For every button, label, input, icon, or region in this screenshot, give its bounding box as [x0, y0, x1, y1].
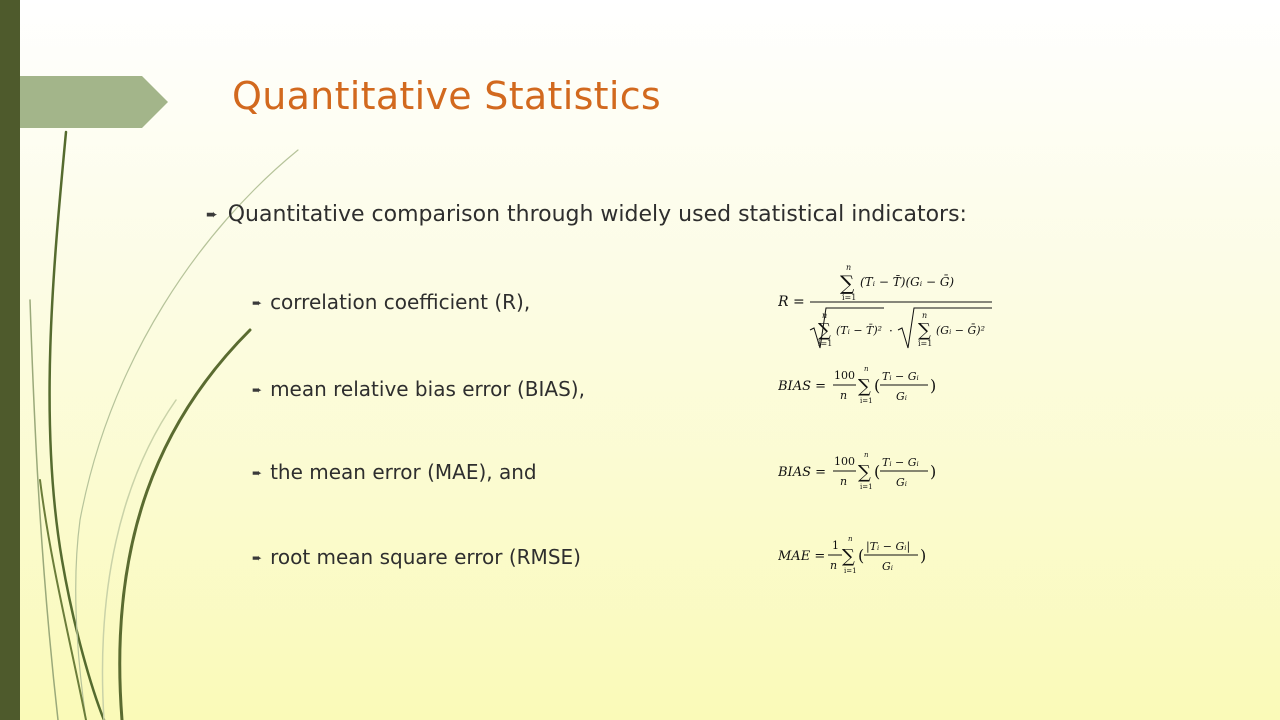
close-paren: ): [930, 462, 937, 481]
coef-denominator: n: [840, 389, 848, 402]
coef-numerator: 100: [834, 455, 855, 468]
formula-bias: [778, 362, 948, 410]
formula-r: [778, 258, 998, 354]
main-bullet-text: Quantitative comparison through widely used statistical indicators:: [227, 202, 967, 227]
sum-upper-limit: n: [864, 451, 869, 459]
left-bar: [0, 0, 20, 720]
sum-lower-limit: i=1: [860, 483, 873, 491]
fraction-numerator: Tᵢ − Gᵢ: [882, 456, 919, 469]
formula-r-numerator: (Tᵢ − T̄)(Gᵢ − Ḡ): [860, 275, 955, 289]
sigma-symbol: ∑: [842, 546, 855, 567]
open-paren: (: [858, 546, 865, 565]
sub-bullet-rmse: [252, 545, 581, 569]
sum-lower-limit: i=1: [918, 339, 933, 348]
bullet-arrow-icon: ➨: [252, 383, 263, 397]
coef-numerator: 100: [834, 369, 855, 382]
close-paren: ): [920, 546, 927, 565]
sum-lower-limit: i=1: [842, 293, 857, 302]
sub-bullet-text: the mean error (MAE), and: [270, 460, 537, 484]
sub-bullet-text: mean relative bias error (BIAS),: [270, 377, 585, 401]
sum-lower-limit: i=1: [844, 567, 857, 575]
fraction-numerator: Tᵢ − Gᵢ: [882, 370, 919, 383]
sigma-symbol: ∑: [840, 271, 855, 295]
formula-bias-repeat: [778, 448, 948, 496]
formula-mae-lhs: MAE =: [778, 549, 826, 564]
sum-upper-limit: n: [846, 263, 852, 272]
fraction-denominator: Gᵢ: [896, 476, 907, 489]
dot-operator: ·: [889, 324, 893, 338]
fraction-denominator: Gᵢ: [896, 390, 907, 403]
formula-mae: [778, 532, 948, 582]
bullet-arrow-icon: ➨: [252, 551, 263, 565]
sigma-symbol: ∑: [858, 462, 871, 483]
bullet-arrow-icon: ➨: [252, 296, 263, 310]
sigma-symbol: ∑: [818, 320, 831, 341]
coef-denominator: n: [830, 559, 838, 572]
coef-denominator: n: [840, 475, 848, 488]
fraction-numerator: |Tᵢ − Gᵢ|: [866, 540, 911, 553]
sub-bullet-mae: [252, 460, 537, 484]
close-paren: ): [930, 376, 937, 395]
sum-upper-limit: n: [822, 311, 828, 320]
sum-upper-limit: n: [864, 365, 869, 373]
bullet-arrow-icon: ➨: [206, 207, 218, 223]
sigma-symbol: ∑: [858, 376, 871, 397]
sum-lower-limit: i=1: [818, 339, 833, 348]
formula-bias-lhs: BIAS =: [778, 379, 827, 394]
bullet-arrow-icon: ➨: [252, 466, 263, 480]
formula-r-den-left: (Tᵢ − T̄)²: [836, 324, 883, 337]
sub-bullet-text: root mean square error (RMSE): [270, 545, 581, 569]
open-paren: (: [874, 376, 881, 395]
sub-bullet-bias: [252, 377, 585, 401]
sum-upper-limit: n: [848, 535, 853, 543]
formula-bias-lhs: BIAS =: [778, 465, 827, 480]
open-paren: (: [874, 462, 881, 481]
main-bullet: [206, 202, 967, 227]
formula-r-den-right: (Gᵢ − Ḡ)²: [936, 324, 985, 337]
sum-lower-limit: i=1: [860, 397, 873, 405]
sub-bullet-r: [252, 290, 530, 314]
slide-title: Quantitative Statistics: [232, 74, 662, 118]
sub-bullet-text: correlation coefficient (R),: [270, 290, 531, 314]
title-tab: [20, 76, 168, 128]
coef-numerator: 1: [832, 539, 839, 552]
formula-r-lhs: R =: [778, 294, 805, 310]
fraction-denominator: Gᵢ: [882, 560, 893, 573]
sum-upper-limit: n: [922, 311, 928, 320]
sigma-symbol: ∑: [918, 320, 931, 341]
